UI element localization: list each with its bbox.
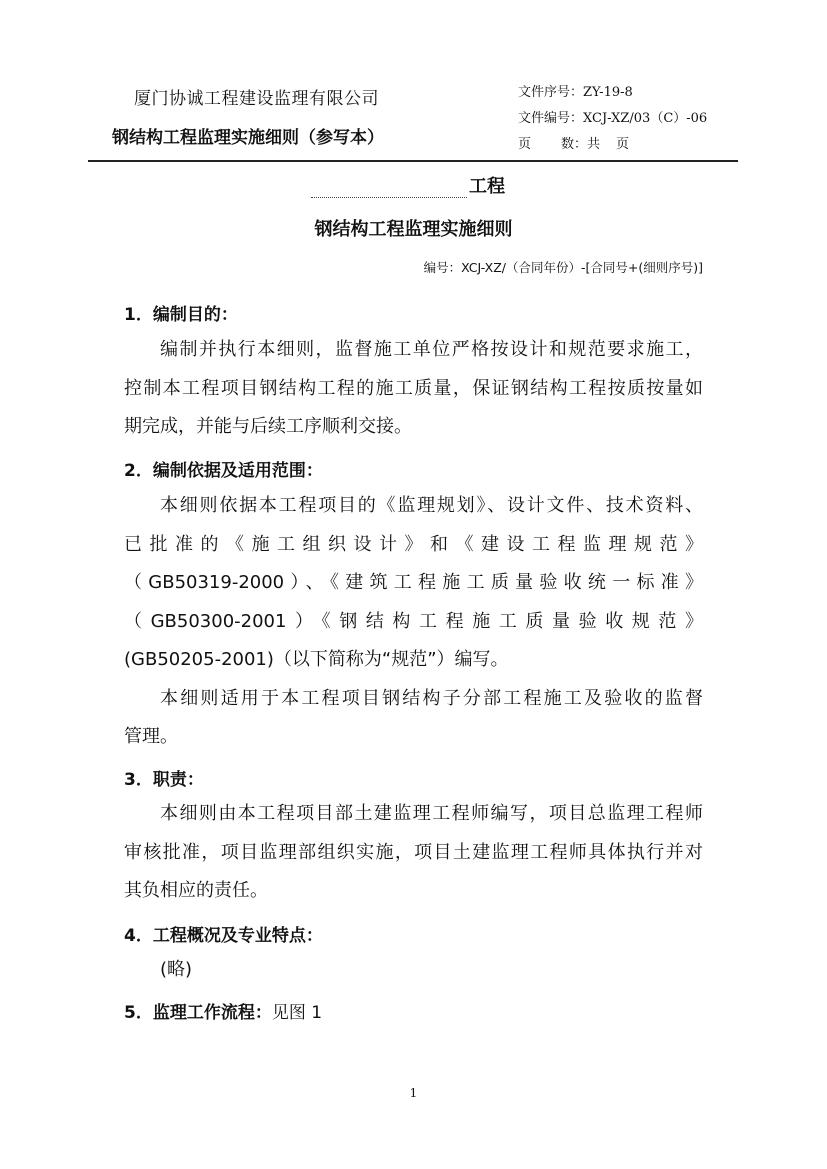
page-count — [518, 132, 707, 158]
text-line: 编制并执行本细则，监督施工单位严格按设计和规范要求施工， — [160, 339, 703, 360]
text-line: 已批准的《施工组织设计》和《建设工程监理规范》 — [124, 533, 703, 555]
pages-end: 页 — [616, 137, 630, 152]
section-2-body — [124, 487, 703, 757]
company-name: 厦门协诚工程建设监理有限公司 — [134, 89, 379, 109]
text-line: 其负相应的责任。 — [124, 880, 268, 901]
pages-label: 页 — [518, 137, 532, 152]
text-line: 控制本工程项目钢结构工程的施工质量，保证钢结构工程按质按量如 — [124, 377, 703, 399]
file-number: 文件编号：XCJ-XZ/03（C）-06 — [518, 111, 708, 126]
section-3-heading: 3．职责： — [124, 770, 204, 790]
project-name-blank — [311, 177, 467, 198]
project-line — [311, 172, 505, 198]
text-line: (GB50205-2001)（以下简称为“规范”）编写。 — [124, 649, 509, 670]
document-name: 钢结构工程监理实施细则（参写本） — [112, 128, 384, 148]
text-line: （GB50300-2001）《钢结构工程施工质量验收规范》 — [124, 610, 703, 632]
text-line: 本细则适用于本工程项目钢结构子分部工程施工及验收的监督 — [160, 687, 703, 709]
text-line: 本细则依据本工程项目的《监理规划》、设计文件、技术资料、 — [160, 495, 703, 516]
text-line: （GB50319-2000）、《建筑工程施工质量验收统一标准》 — [124, 572, 703, 593]
pages-mid: 数：共 — [561, 137, 601, 152]
page-number: 1 — [409, 1086, 418, 1100]
text-line: 本细则由本工程项目部土建监理工程师编写，项目总监理工程师 — [160, 803, 703, 824]
section-3-body — [124, 795, 703, 911]
document-header-right — [518, 80, 707, 158]
file-serial: 文件序号：ZY-19-8 — [518, 85, 633, 100]
section-5-title: 5．监理工作流程： — [124, 1003, 272, 1023]
section-4-heading: 4．工程概况及专业特点： — [124, 926, 323, 946]
section-1-body — [124, 331, 703, 447]
document-header-left — [112, 84, 452, 148]
section-5-heading — [124, 998, 322, 1023]
section-1-heading: 1．编制目的： — [124, 305, 238, 325]
project-label: 工程 — [469, 176, 505, 197]
section-5-tail: 见图 1 — [271, 1003, 323, 1023]
text-line: 审核批准，项目监理部组织实施，项目土建监理工程师具体执行并对 — [124, 841, 703, 863]
section-4-body — [124, 951, 703, 990]
section-2-heading: 2．编制依据及适用范围： — [124, 461, 323, 481]
text-line: (略) — [160, 959, 193, 980]
document-code: 编号：XCJ-XZ/（合同年份）-[合同号+(细则序号)] — [423, 260, 703, 275]
text-line: 管理。 — [124, 726, 178, 747]
text-line: 期完成，并能与后续工序顺利交接。 — [124, 416, 412, 437]
document-title: 钢结构工程监理实施细则 — [314, 219, 513, 240]
header-divider — [88, 160, 738, 162]
